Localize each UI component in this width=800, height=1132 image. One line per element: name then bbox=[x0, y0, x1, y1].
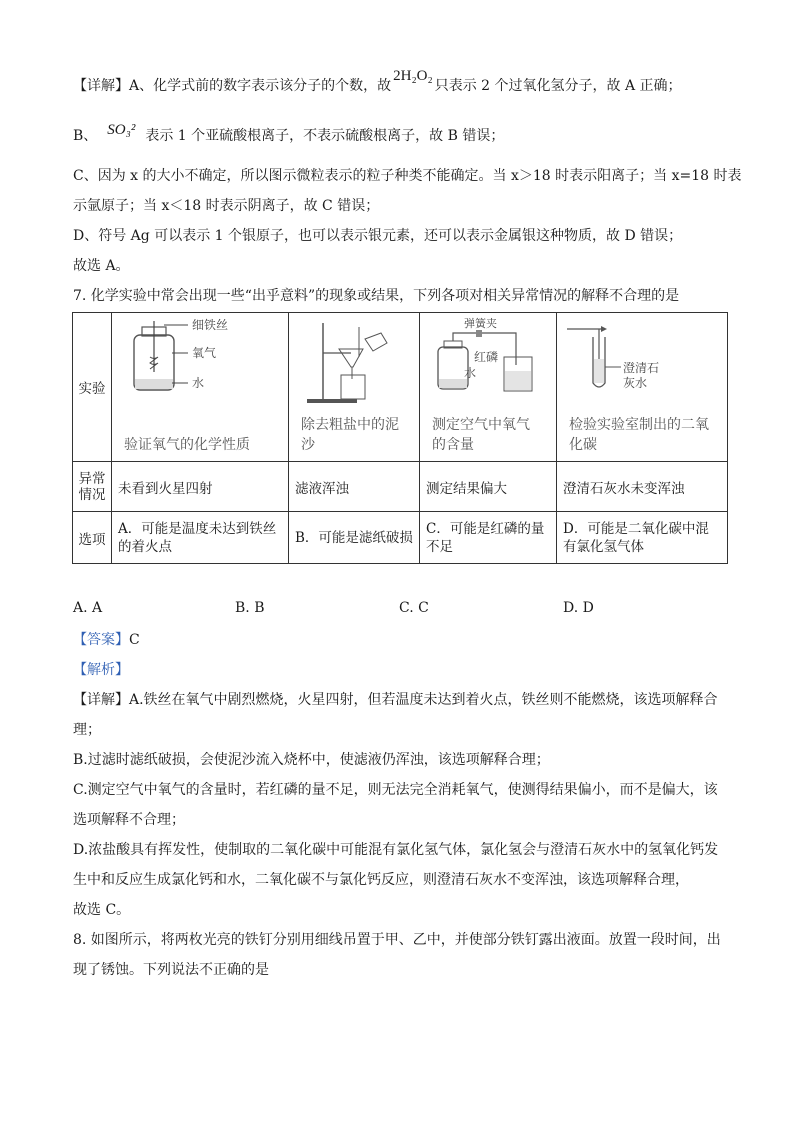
detail-line-7: 生中和反应生成氯化钙和水，二氧化碳不与氯化钙反应，则澄清石灰水不变浑浊，该选项解释合理， bbox=[73, 872, 689, 888]
detail-line-1 bbox=[73, 690, 740, 710]
abnormal-b: 滤液浑浊 bbox=[289, 462, 420, 512]
option-b: B．可能是滤纸破损 bbox=[289, 512, 420, 564]
detail-tag: 【详解】 bbox=[73, 78, 129, 94]
detail-a-line bbox=[73, 68, 740, 96]
detail-text-1: A.铁丝在氧气中剧烈燃烧，火星四射，但若温度未达到着火点，铁丝则不能燃烧，该选项解释合 bbox=[129, 692, 718, 708]
question-8-line-2: 现了锈蚀。下列说法不正确的是 bbox=[73, 962, 269, 978]
label-water: 水 bbox=[192, 376, 205, 390]
experiment-table bbox=[72, 312, 728, 564]
choice-d[interactable]: D. D bbox=[563, 600, 594, 616]
experiment-figure-2 bbox=[289, 313, 420, 462]
analysis-label: 【解析】 bbox=[73, 662, 129, 678]
choice-row bbox=[73, 600, 729, 620]
answer-value: C bbox=[129, 632, 140, 648]
detail-b-prefix: B、 bbox=[73, 128, 98, 144]
experiment-figure-1 bbox=[112, 313, 289, 462]
figure-4-caption: 检验实验室制出的二氧化碳 bbox=[569, 417, 709, 453]
abnormal-c: 测定结果偏大 bbox=[420, 462, 557, 512]
abnormal-a: 未看到火星四射 bbox=[112, 462, 289, 512]
label-oxygen: 氧气 bbox=[192, 346, 217, 360]
detail-c-line2: 示氩原子；当 x＜18 时表示阴离子，故 C 错误； bbox=[73, 198, 380, 214]
detail-line-4: C.测定空气中氧气的含量时，若红磷的量不足，则无法完全消耗氧气，使测得结果偏小，而不是偏大，该 bbox=[73, 782, 718, 798]
oxygen-content-figure bbox=[424, 317, 546, 407]
detail-line-6: D.浓盐酸具有挥发性，使制取的二氧化碳中可能混有氯化氢气体，氯化氢会与澄清石灰水中的氢氧化钙发 bbox=[73, 842, 719, 858]
detail-a-text-end: 只表示 2 个过氧化氢分子，故 A 正确； bbox=[434, 78, 682, 94]
choice-b[interactable]: B. B bbox=[235, 600, 265, 616]
figure-3-caption: 测定空气中氧气的含量 bbox=[432, 417, 530, 453]
label-iron-wire: 细铁丝 bbox=[192, 318, 229, 332]
label-spring-clamp: 弹簧夹 bbox=[464, 317, 497, 330]
detail-a-text: A、化学式前的数字表示该分子的个数，故 bbox=[129, 78, 392, 94]
detail-tag-2: 【详解】 bbox=[73, 692, 129, 708]
option-c: C．可能是红磷的量不足 bbox=[420, 512, 557, 564]
detail-line-8: 故选 C。 bbox=[73, 902, 131, 918]
answer-label: 【答案】 bbox=[73, 632, 129, 648]
detail-line-3: B.过滤时滤纸破损，会使泥沙流入烧杯中，使滤液仍浑浊，该选项解释合理； bbox=[73, 752, 550, 768]
label-red-phosphorus: 红磷 bbox=[474, 350, 499, 364]
row-head-option: 选项 bbox=[73, 512, 112, 564]
label-limewater: 澄清石灰水 bbox=[623, 361, 660, 390]
choice-c[interactable]: C. C bbox=[399, 600, 429, 616]
so3-formula: SO₃² bbox=[107, 122, 136, 138]
abnormal-d: 澄清石灰水未变浑浊 bbox=[557, 462, 728, 512]
detail-d-line: D、符号 Ag 可以表示 1 个银原子，也可以表示银元素，还可以表示金属银这种物质，故 D 错误； bbox=[73, 228, 683, 244]
detail-b-line bbox=[73, 122, 740, 146]
row-head-abnormal: 异常情况 bbox=[73, 462, 112, 512]
h2o2-formula: 2H₂O₂ bbox=[393, 68, 433, 84]
figure-2-caption: 除去粗盐中的泥沙 bbox=[301, 417, 399, 453]
answer-line bbox=[73, 630, 740, 650]
question-7-stem: 7. 化学实验中常会出现一些“出乎意料”的现象或结果，下列各项对相关异常情况的解释不合理的是 bbox=[73, 288, 680, 304]
row-head-experiment: 实验 bbox=[73, 313, 112, 462]
detail-line-5: 选项解释不合理； bbox=[73, 812, 185, 828]
choice-a[interactable]: A. A bbox=[73, 600, 103, 616]
option-a: A．可能是温度未达到铁丝的着火点 bbox=[112, 512, 289, 564]
filtration-figure bbox=[293, 317, 403, 407]
question-8-line-1: 8. 如图所示，将两枚光亮的铁钉分别用细线吊置于甲、乙中，并使部分铁钉露出液面。放置一段时间，出 bbox=[73, 932, 721, 948]
figure-1-caption: 验证氧气的化学性质 bbox=[124, 437, 250, 453]
experiment-figure-3 bbox=[420, 313, 557, 462]
detail-b-text: 表示 1 个亚硫酸根离子，不表示硫酸根离子，故 B 错误； bbox=[145, 128, 505, 144]
conclusion-a: 故选 A。 bbox=[73, 258, 130, 274]
detail-line-2: 理； bbox=[73, 722, 101, 738]
iron-wire-combustion-figure bbox=[116, 317, 266, 397]
detail-c-line1: C、因为 x 的大小不确定，所以图示微粒表示的粒子种类不能确定。当 x＞18 时表示阳离子；当 x=18 时表 bbox=[73, 168, 742, 184]
experiment-figure-4 bbox=[557, 313, 728, 462]
label-water-3: 水 bbox=[464, 366, 477, 380]
option-d: D．可能是二氧化碳中混有氯化氢气体 bbox=[557, 512, 728, 564]
